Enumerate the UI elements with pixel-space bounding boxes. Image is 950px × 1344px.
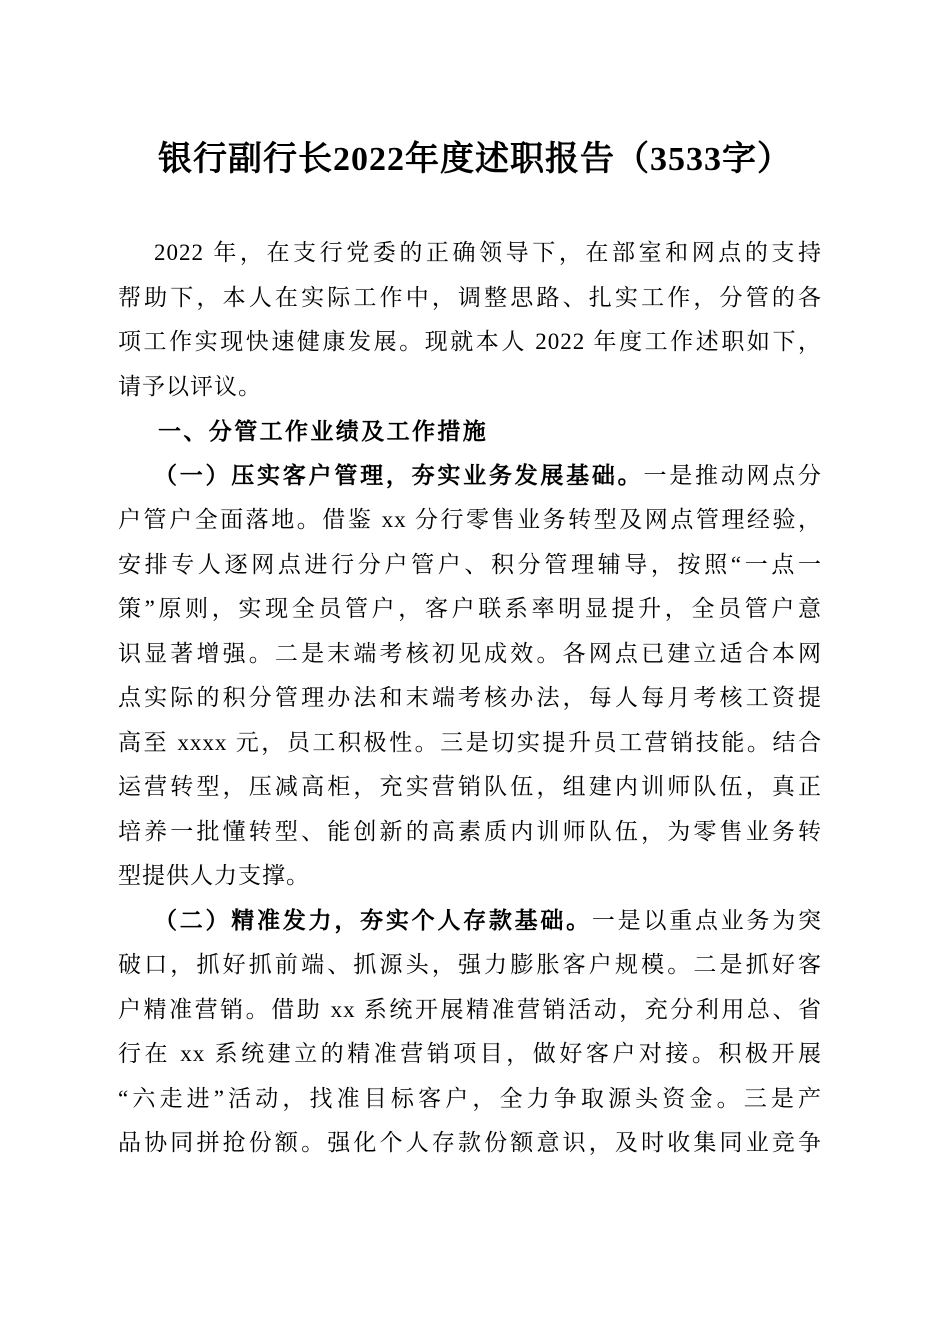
- intro-line: 请予以评议。: [118, 373, 262, 399]
- body-line: 户精准营销。借助 xx 系统开展精准营销活动，充分利用总、省: [118, 996, 822, 1022]
- body-text-span: 一是以重点业务为突: [591, 907, 822, 933]
- intro-line: 项工作实现快速健康发展。现就本人 2022 年度工作述职如下，: [118, 329, 822, 354]
- body-line: 高至 xxxx 元，员工积极性。三是切实提升员工营销技能。结合: [118, 729, 822, 755]
- body-line: 型提供人力支撑。: [118, 863, 310, 888]
- document-title: 银行副行长2022年度述职报告（3533字）: [158, 141, 792, 178]
- subsection-1-lead: （一）压实客户管理，夯实业务发展基础。: [154, 462, 644, 488]
- subsection-2-lead: （二）精准发力，夯实个人存款基础。: [154, 907, 592, 933]
- subsection-1-first-line: [118, 454, 822, 499]
- body-line: 点实际的积分管理办法和末端考核办法，每人每月考核工资提: [118, 685, 822, 710]
- section-heading: 一、分管工作业绩及工作措施: [158, 418, 489, 444]
- body-line: 安排专人逐网点进行分户管户、积分管理辅导，按照“一点一: [118, 551, 822, 577]
- subsection-2-first-line: [118, 899, 822, 944]
- body-line: 户管户全面落地。借鉴 xx 分行零售业务转型及网点管理经验，: [118, 507, 822, 532]
- intro-line: 2022 年，在支行党委的正确领导下，在部室和网点的支持: [154, 240, 822, 265]
- body-line: 破口，抓好抓前端、抓源头，强力膨胀客户规模。二是抓好客: [118, 952, 822, 977]
- body-line: 品协同拼抢份额。强化个人存款份额意识，及时收集同业竞争: [118, 1130, 822, 1155]
- body-line: 运营转型，压减高柜，充实营销队伍，组建内训师队伍，真正: [118, 774, 822, 799]
- body-line: 识显著增强。二是末端考核初见成效。各网点已建立适合本网: [118, 640, 822, 666]
- intro-line: 帮助下，本人在实际工作中，调整思路、扎实工作，分管的各: [118, 284, 822, 310]
- body-line: 策”原则，实现全员管户，客户联系率明显提升，全员管户意: [118, 596, 822, 621]
- body-line: “六走进”活动，找准目标客户，全力争取源头资金。三是产: [118, 1085, 822, 1111]
- document-body: [118, 231, 822, 1166]
- body-text-span: 一是推动网点分: [643, 462, 822, 488]
- body-line: 培养一批懂转型、能创新的高素质内训师队伍，为零售业务转: [118, 818, 822, 844]
- body-line: 行在 xx 系统建立的精准营销项目，做好客户对接。积极开展: [118, 1041, 822, 1066]
